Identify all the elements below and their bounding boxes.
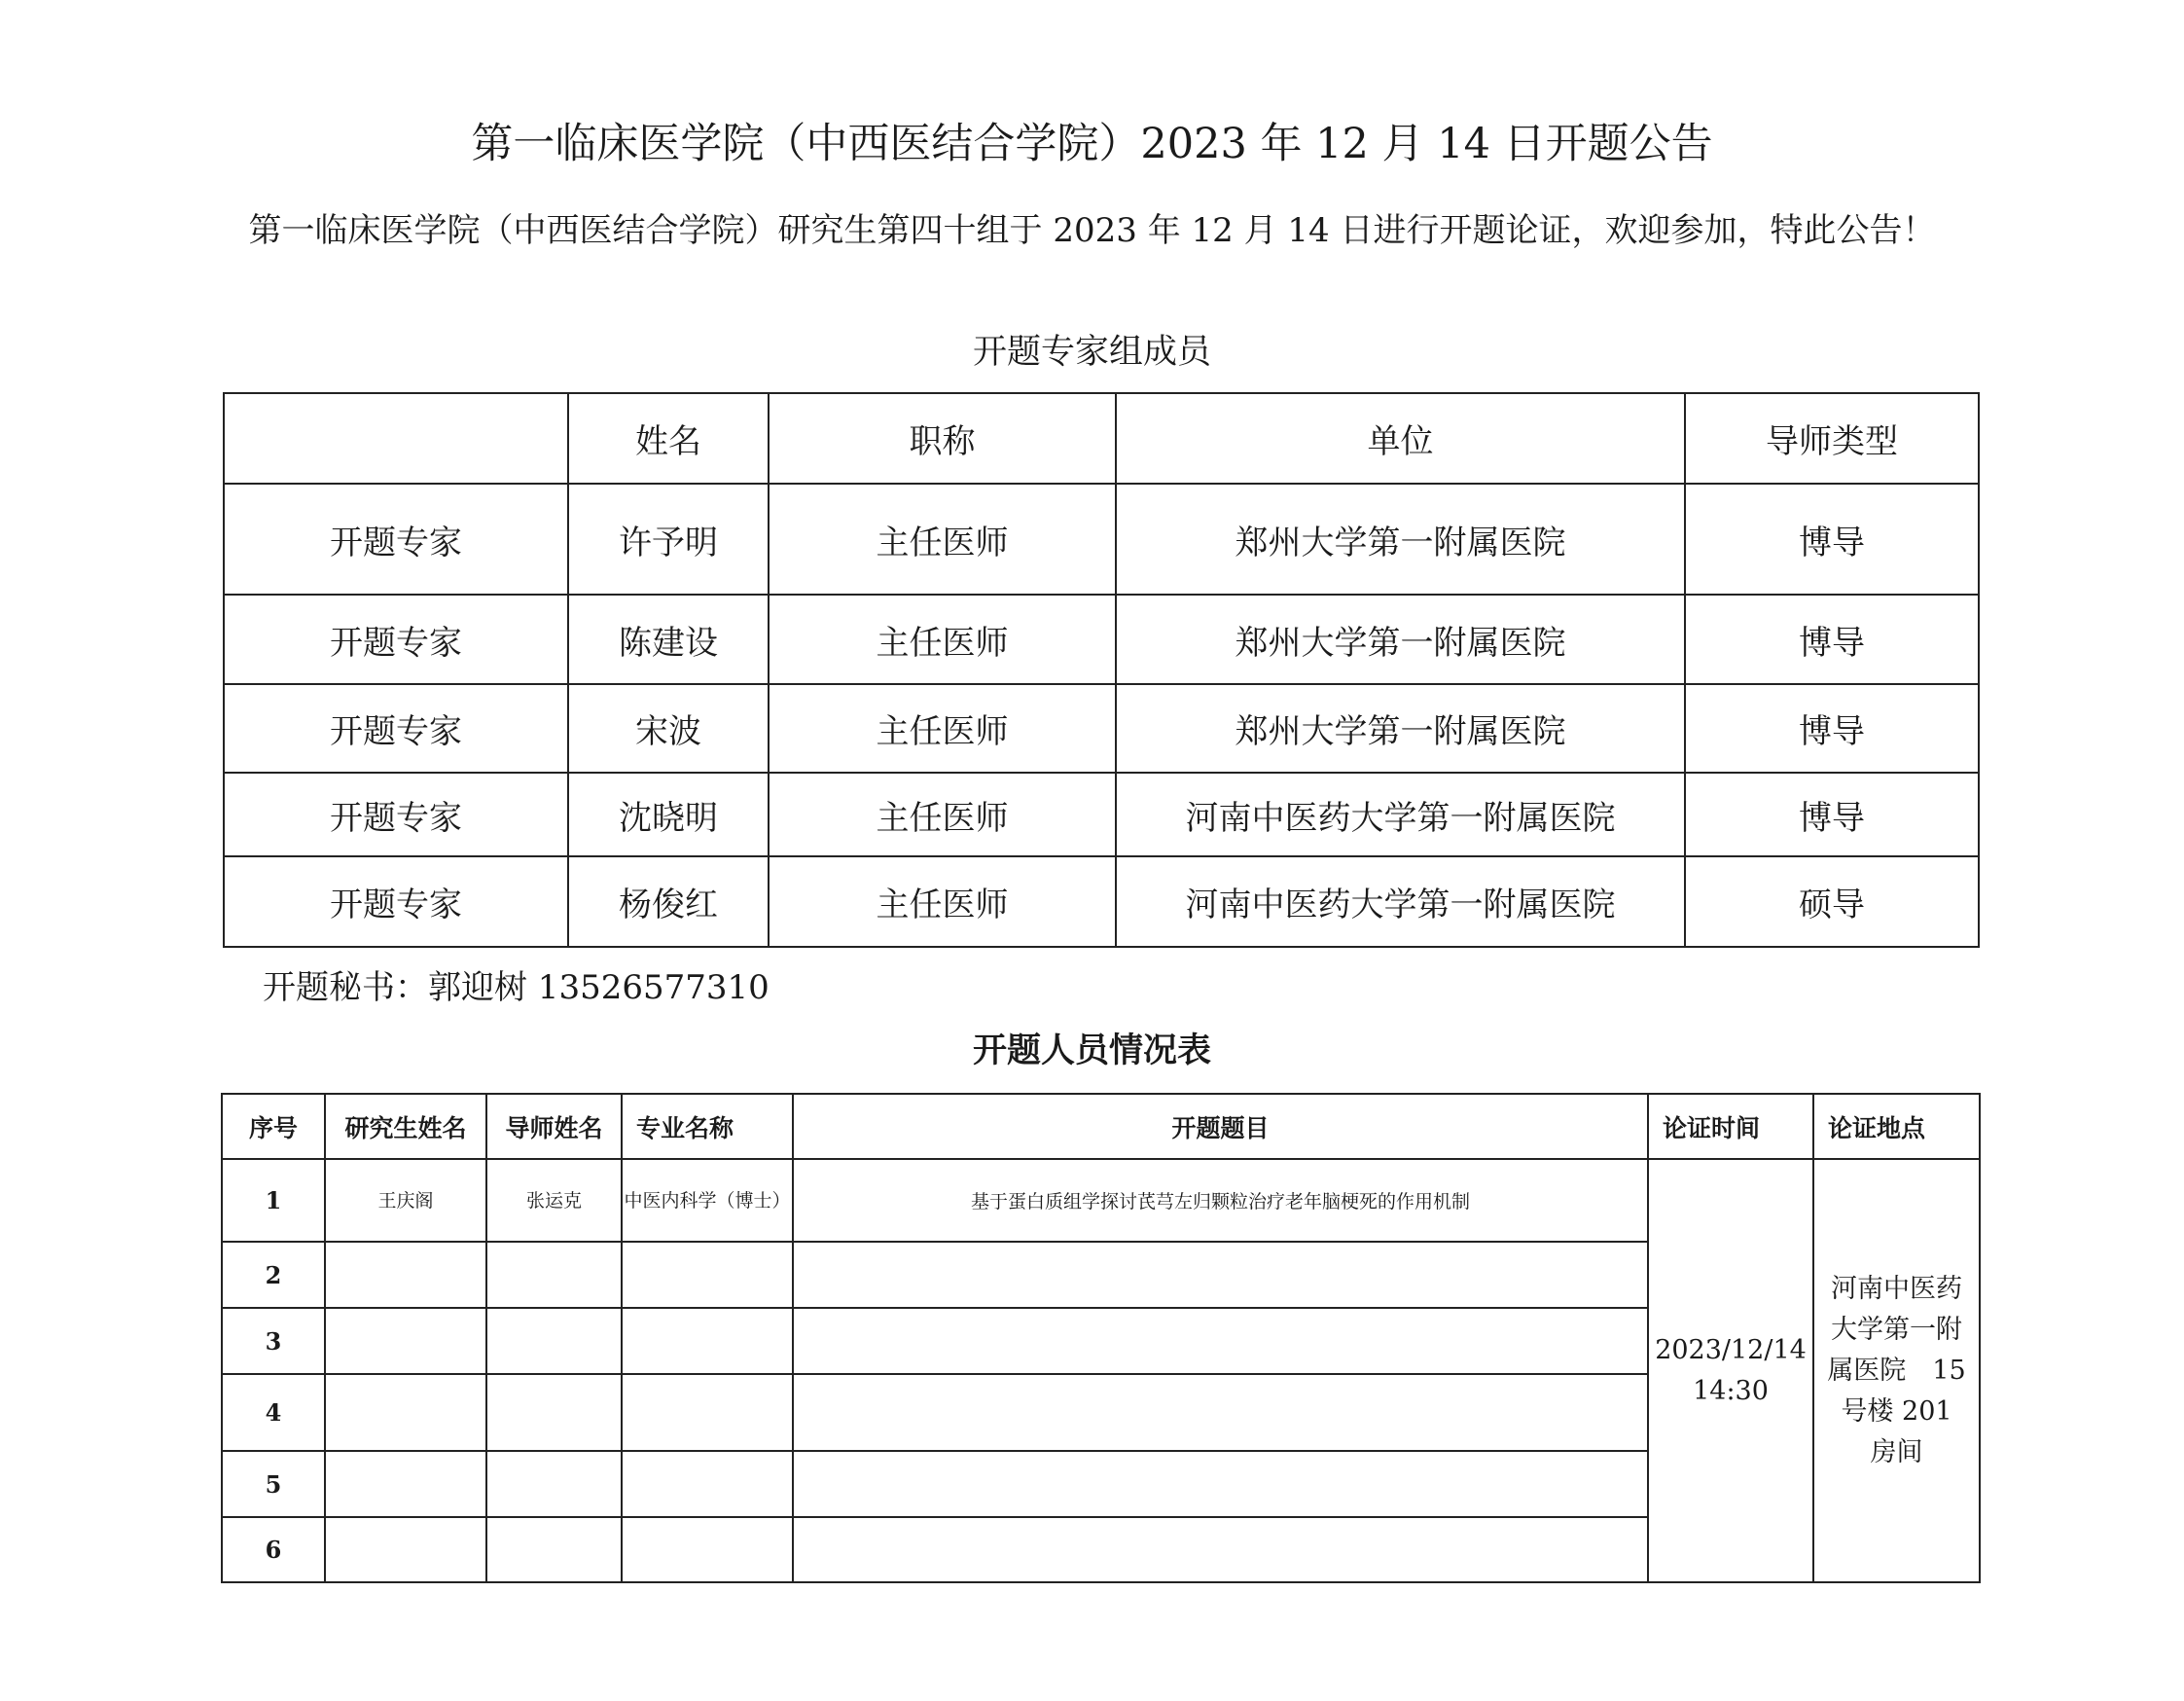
expert-name: 陈建设 (568, 595, 769, 684)
advisor-name (486, 1308, 622, 1374)
major-name (622, 1308, 793, 1374)
advisor-name: 张运克 (486, 1159, 622, 1242)
advisor-name (486, 1242, 622, 1308)
row-index: 3 (222, 1308, 325, 1374)
defense-time: 2023/12/14 14:30 (1648, 1159, 1813, 1582)
expert-name: 宋波 (568, 684, 769, 773)
people-heading: 开题人员情况表 (972, 1031, 1211, 1070)
expert-unit: 河南中医药大学第一附属医院 (1116, 856, 1685, 947)
experts-heading: 开题专家组成员 (972, 333, 1211, 372)
header-advisor: 导师姓名 (486, 1094, 622, 1159)
expert-name: 许予明 (568, 484, 769, 595)
expert-name: 沈晓明 (568, 773, 769, 856)
expert-title: 主任医师 (769, 684, 1116, 773)
experts-table (223, 392, 1980, 948)
expert-unit: 郑州大学第一附属医院 (1116, 595, 1685, 684)
header-student: 研究生姓名 (325, 1094, 486, 1159)
expert-title: 主任医师 (769, 856, 1116, 947)
expert-role: 开题专家 (224, 484, 568, 595)
header-major: 专业名称 (622, 1094, 793, 1159)
expert-name: 杨俊红 (568, 856, 769, 947)
expert-unit: 河南中医药大学第一附属医院 (1116, 773, 1685, 856)
secretary-line: 开题秘书：郭迎树 13526577310 (263, 968, 770, 1007)
student-name (325, 1517, 486, 1582)
student-name (325, 1374, 486, 1451)
expert-role: 开题专家 (224, 684, 568, 773)
major-name (622, 1517, 793, 1582)
major-name (622, 1374, 793, 1451)
expert-type: 硕导 (1685, 856, 1979, 947)
row-index: 2 (222, 1242, 325, 1308)
expert-title: 主任医师 (769, 484, 1116, 595)
expert-type: 博导 (1685, 595, 1979, 684)
advisor-name (486, 1451, 622, 1517)
experts-header-role (224, 393, 568, 484)
expert-type: 博导 (1685, 684, 1979, 773)
experts-header-unit: 单位 (1116, 393, 1685, 484)
experts-header-name: 姓名 (568, 393, 769, 484)
topic-title (793, 1374, 1648, 1451)
expert-row (224, 484, 1979, 595)
header-topic: 开题题目 (793, 1094, 1648, 1159)
row-index: 6 (222, 1517, 325, 1582)
row-index: 1 (222, 1159, 325, 1242)
topic-title (793, 1451, 1648, 1517)
row-index: 4 (222, 1374, 325, 1451)
expert-type: 博导 (1685, 484, 1979, 595)
advisor-name (486, 1374, 622, 1451)
header-place: 论证地点 (1813, 1094, 1980, 1159)
experts-header-row (224, 393, 1979, 484)
student-name (325, 1308, 486, 1374)
topic-title: 基于蛋白质组学探讨芪芎左归颗粒治疗老年脑梗死的作用机制 (793, 1159, 1648, 1242)
table-row (222, 1159, 1980, 1242)
student-name (325, 1451, 486, 1517)
page-title: 第一临床医学院（中西医结合学院）2023 年 12 月 14 日开题公告 (471, 120, 1713, 168)
student-name (325, 1242, 486, 1308)
advisor-name (486, 1517, 622, 1582)
expert-role: 开题专家 (224, 856, 568, 947)
major-name (622, 1242, 793, 1308)
expert-unit: 郑州大学第一附属医院 (1116, 484, 1685, 595)
people-header-row (222, 1094, 1980, 1159)
expert-unit: 郑州大学第一附属医院 (1116, 684, 1685, 773)
expert-title: 主任医师 (769, 773, 1116, 856)
expert-row (224, 773, 1979, 856)
experts-header-title: 职称 (769, 393, 1116, 484)
topic-title (793, 1242, 1648, 1308)
row-index: 5 (222, 1451, 325, 1517)
experts-header-type: 导师类型 (1685, 393, 1979, 484)
expert-row (224, 684, 1979, 773)
major-name: 中医内科学（博士） (622, 1159, 793, 1242)
expert-type: 博导 (1685, 773, 1979, 856)
defense-place: 河南中医药大学第一附属医院 15 号楼 201 房间 (1813, 1159, 1980, 1582)
header-index: 序号 (222, 1094, 325, 1159)
expert-role: 开题专家 (224, 595, 568, 684)
major-name (622, 1451, 793, 1517)
people-table (221, 1093, 1981, 1583)
expert-row (224, 856, 1979, 947)
expert-title: 主任医师 (769, 595, 1116, 684)
topic-title (793, 1517, 1648, 1582)
expert-role: 开题专家 (224, 773, 568, 856)
announcement-text: 第一临床医学院（中西医结合学院）研究生第四十组于 2023 年 12 月 14 日进行开题论证，欢迎参加，特此公告！ (248, 211, 1936, 250)
header-time: 论证时间 (1648, 1094, 1813, 1159)
student-name: 王庆阁 (325, 1159, 486, 1242)
expert-row (224, 595, 1979, 684)
topic-title (793, 1308, 1648, 1374)
